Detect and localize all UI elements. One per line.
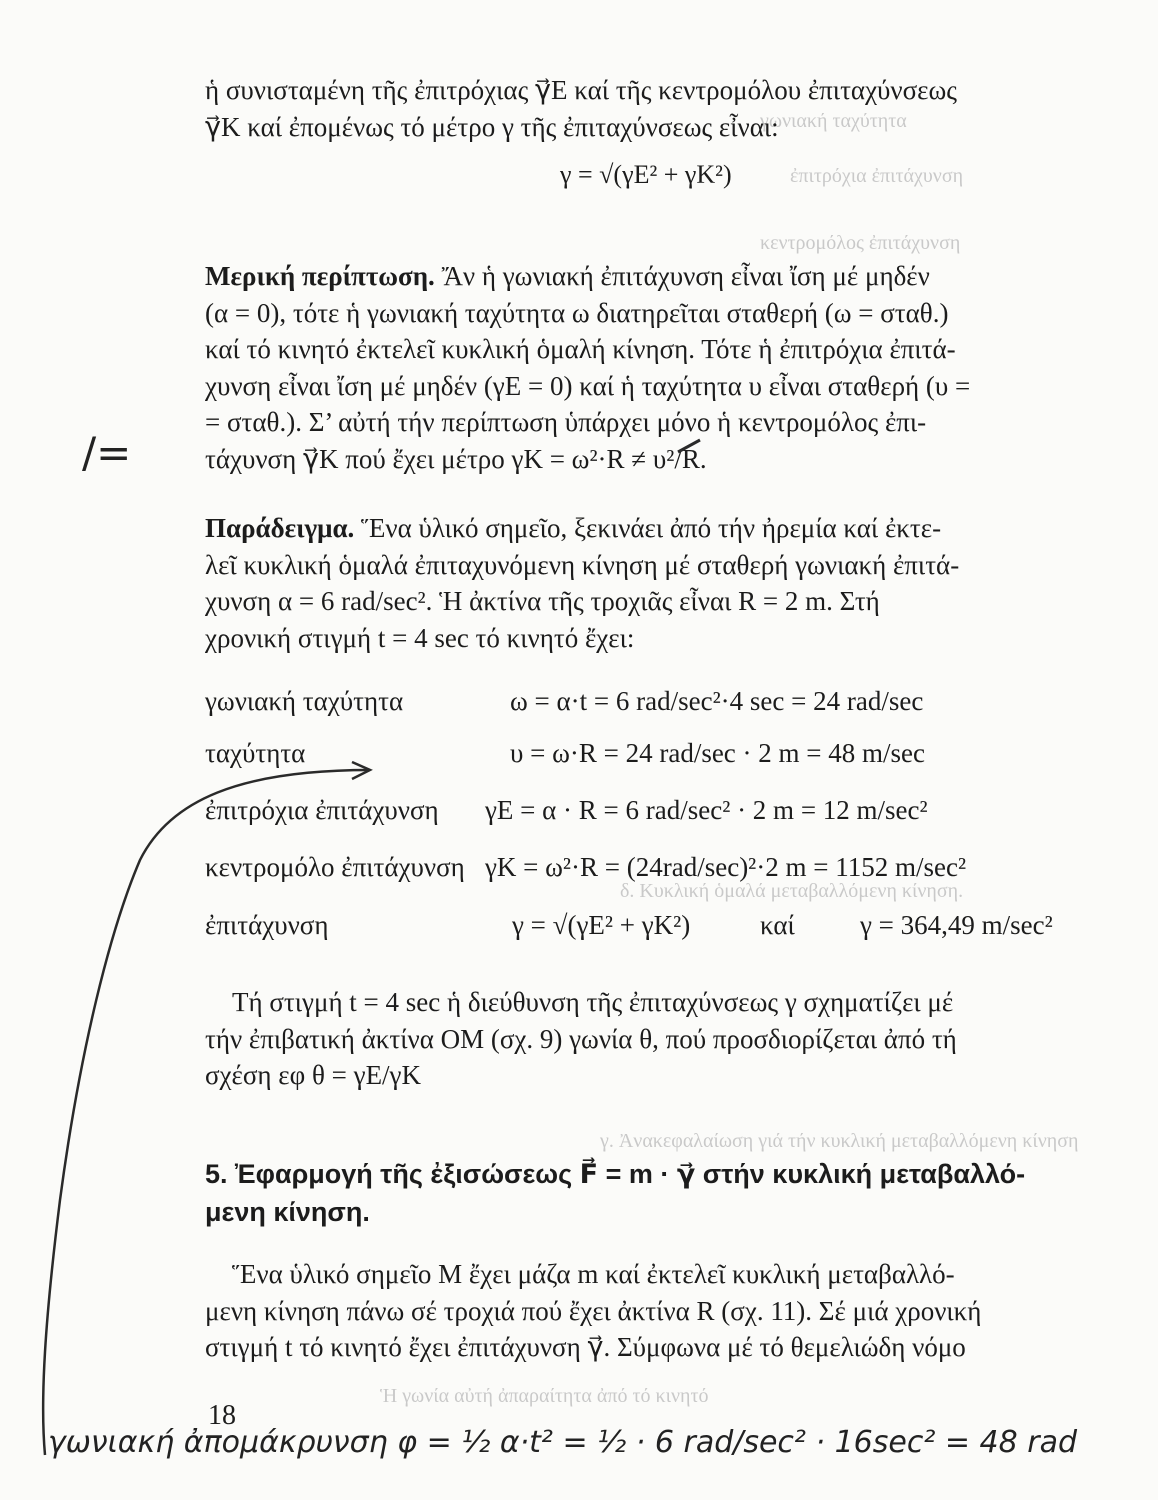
text-line: ἡ συνισταμένη τῆς ἐπιτρόχιας γ⃗Ε καί τῆς κεντρομόλου ἐπιταχύνσεως <box>205 75 957 105</box>
bleed-through: δ. Κυκλική ὁμαλά μεταβαλλόμενη κίνηση. <box>620 880 964 902</box>
handwritten-note: γωνιακή ἀπομάκρυνση φ = ½ α·t² = ½ · 6 rad/sec² · 16sec² = 48 rad <box>48 1425 1078 1460</box>
section-title-line: 5. Ἐφαρμογή τῆς ἐξισώσεως F⃗ = m · γ⃗ στήν κυκλική μεταβαλλό- <box>205 1159 1026 1189</box>
row-label: γωνιακή ταχύτητα <box>205 686 404 716</box>
row-and: καί <box>760 910 795 940</box>
bleed-through: ἐπιτρόχια ἐπιτάχυνση <box>790 165 964 187</box>
text-line: Ἕνα ὑλικό σημεῖο, ξεκινάει ἀπό τήν ἠρεμία καί ἐκτε- <box>354 513 942 543</box>
text-line: Ἄν ἡ γωνιακή ἐπιτάχυνση εἶναι ἴση μέ μηδέν <box>434 261 930 291</box>
row-value: ω = α·t = 6 rad/sec²·4 sec = 24 rad/sec <box>510 686 924 716</box>
row-label: ταχύτητα <box>205 738 306 768</box>
row-value: γΕ = α · R = 6 rad/sec² · 2 m = 12 m/sec² <box>485 795 928 825</box>
bleed-through: γωνιακή ταχύτητα <box>760 110 907 132</box>
text-line: καί τό κινητό ἐκτελεῖ κυκλική ὁμαλή κίνηση. Τότε ἡ ἐπιτρόχια ἐπιτά- <box>205 334 956 364</box>
row-label: ἐπιτρόχια ἐπιτάχυνση <box>205 795 439 825</box>
text-line: μενη κίνηση πάνω σέ τροχιά πού ἔχει ἀκτίνα R (σχ. 11). Σέ μιά χρονική <box>205 1295 982 1326</box>
text-line: χυνση εἶναι ἴση μέ μηδέν (γΕ = 0) καί ἡ ταχύτητα υ εἶναι σταθερή (υ = <box>205 370 971 401</box>
row-value: γ = 364,49 m/sec² <box>860 910 1053 940</box>
page-number: 18 <box>208 1400 236 1431</box>
row-value: γΚ = ω²·R = (24rad/sec)²·2 m = 1152 m/sec² <box>485 852 967 882</box>
formula-gamma: γ = √(γΕ² + γΚ²) <box>560 160 732 189</box>
text-line: Τή στιγμή t = 4 sec ἡ διεύθυνση τῆς ἐπιταχύνσεως γ σχηματίζει μέ <box>232 987 954 1017</box>
row-value: υ = ω·R = 24 rad/sec · 2 m = 48 m/sec <box>510 738 925 768</box>
text-line: Ἕνα ὑλικό σημεῖο Μ ἔχει μάζα m καί ἐκτελεῖ κυκλική μεταβαλλό- <box>232 1259 955 1289</box>
text-line: στιγμή t τό κινητό ἔχει ἐπιτάχυνση γ⃗. Σύμφωνα μέ τό θεμελιώδη νόμο <box>205 1332 966 1362</box>
text-line: λεῖ κυκλική ὁμαλά ἐπιταχυνόμενη κίνηση μέ σταθερή γωνιακή ἐπιτά- <box>205 549 960 580</box>
special-case-heading: Μερική περίπτωση. <box>205 261 435 291</box>
text-line: γ⃗Κ καί ἐπομένως τό μέτρο γ τῆς ἐπιταχύνσεως εἶναι: <box>205 111 779 142</box>
text-line: χυνση α = 6 rad/sec². Ἡ ἀκτίνα τῆς τροχιᾶς εἶναι R = 2 m. Στή <box>205 586 880 616</box>
text-line: σχέση εφ θ = γΕ/γΚ <box>205 1060 421 1090</box>
row-value: γ = √(γΕ² + γΚ²) <box>512 910 691 940</box>
text-line: τάχυνση γ⃗Κ πού ἔχει μέτρο γΚ = ω²·R ≠ υ²/R. <box>205 443 707 474</box>
bleed-through: Ἡ γωνία αὐτή ἀπαραίτητα ἀπό τό κινητό <box>380 1385 709 1407</box>
text-line: τήν ἐπιβατική ἀκτίνα ΟΜ (σχ. 9) γωνία θ, πού προσδιορίζεται ἀπό τή <box>205 1023 957 1054</box>
text-line: (α = 0), τότε ἡ γωνιακή ταχύτητα ω διατηρεῖται σταθερή (ω = σταθ.) <box>205 297 949 328</box>
section-title-line: μενη κίνηση. <box>205 1197 370 1227</box>
margin-mark: /= <box>82 428 132 477</box>
example-heading: Παράδειγμα. <box>205 513 355 543</box>
row-label: κεντρομόλο ἐπιτάχυνση <box>205 852 465 882</box>
text-line: χρονική στιγμή t = 4 sec τό κινητό ἔχει: <box>205 622 635 653</box>
row-label: ἐπιτάχυνση <box>205 910 329 940</box>
text-line: = σταθ.). Σ’ αὐτή τήν περίπτωση ὑπάρχει μόνο ἡ κεντρομόλος ἐπι- <box>205 407 927 437</box>
bleed-through: γ. Ἀνακεφαλαίωση γιά τήν κυκλική μεταβαλλόμενη κίνηση <box>600 1130 1079 1152</box>
bleed-through: κεντρομόλος ἐπιτάχυνση <box>760 232 961 254</box>
